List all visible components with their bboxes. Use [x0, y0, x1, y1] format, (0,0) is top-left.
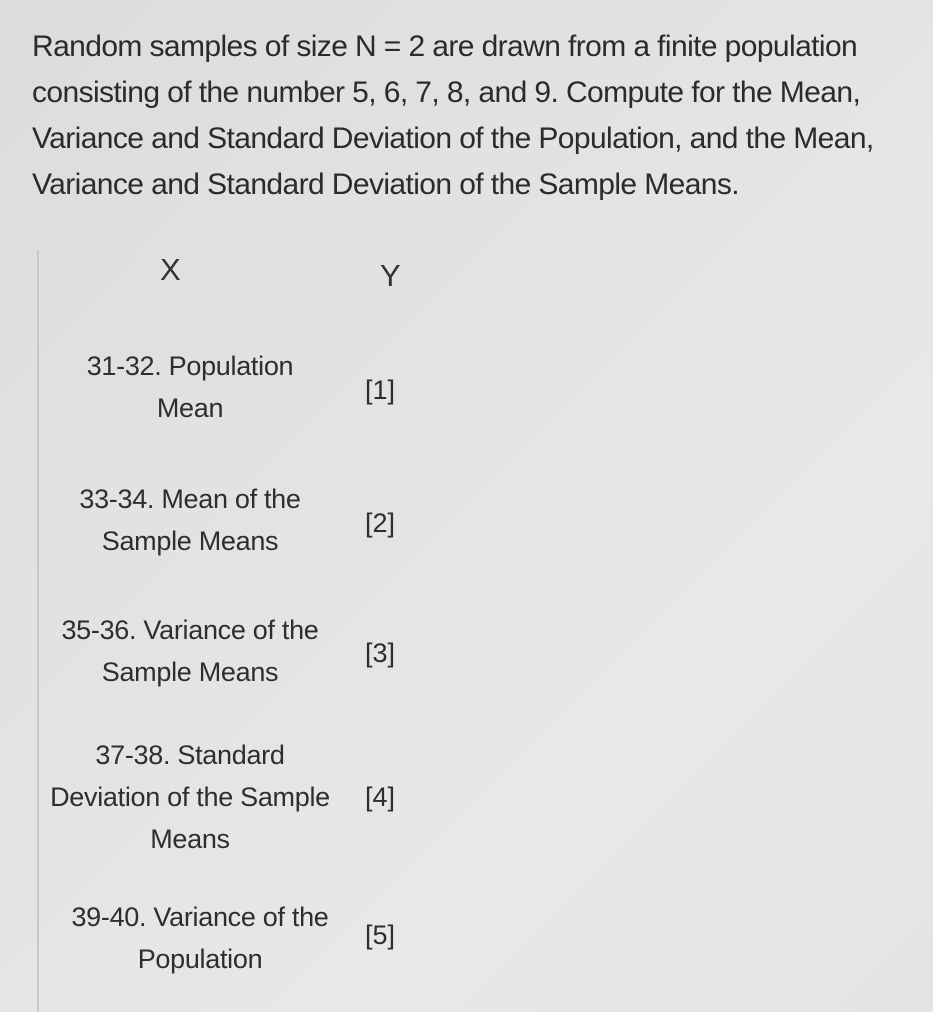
row-label: 35-36. Variance of the Sample Means: [61, 615, 319, 687]
blank-answer-slot[interactable]: [4]: [365, 782, 396, 812]
row-label: 39-40. Variance of the Population: [71, 902, 329, 974]
row-label: 31-32. Population Mean: [86, 351, 294, 423]
blank-answer-slot[interactable]: [5]: [365, 920, 396, 950]
blank-answer-slot[interactable]: [1]: [365, 375, 396, 405]
blank-answer-slot[interactable]: [2]: [365, 508, 396, 538]
column-header-y: Y: [380, 258, 401, 293]
blank-answer-slot[interactable]: [3]: [365, 638, 396, 668]
column-header-x: X: [160, 252, 181, 287]
row-label: 33-34. Mean of the Sample Means: [79, 484, 301, 556]
table-left-border: [37, 250, 39, 1012]
question-prompt: Random samples of size N = 2 are drawn from a finite population consisting of the number 5, 6, 7, 8, and 9. Compute for the Mean, Variance and Standard Deviation of the Population, and the Mean, Variance and Standard Deviation of the Sample Means.: [32, 30, 874, 201]
row-label: 37-38. Standard Deviation of the Sample Means: [50, 740, 330, 854]
